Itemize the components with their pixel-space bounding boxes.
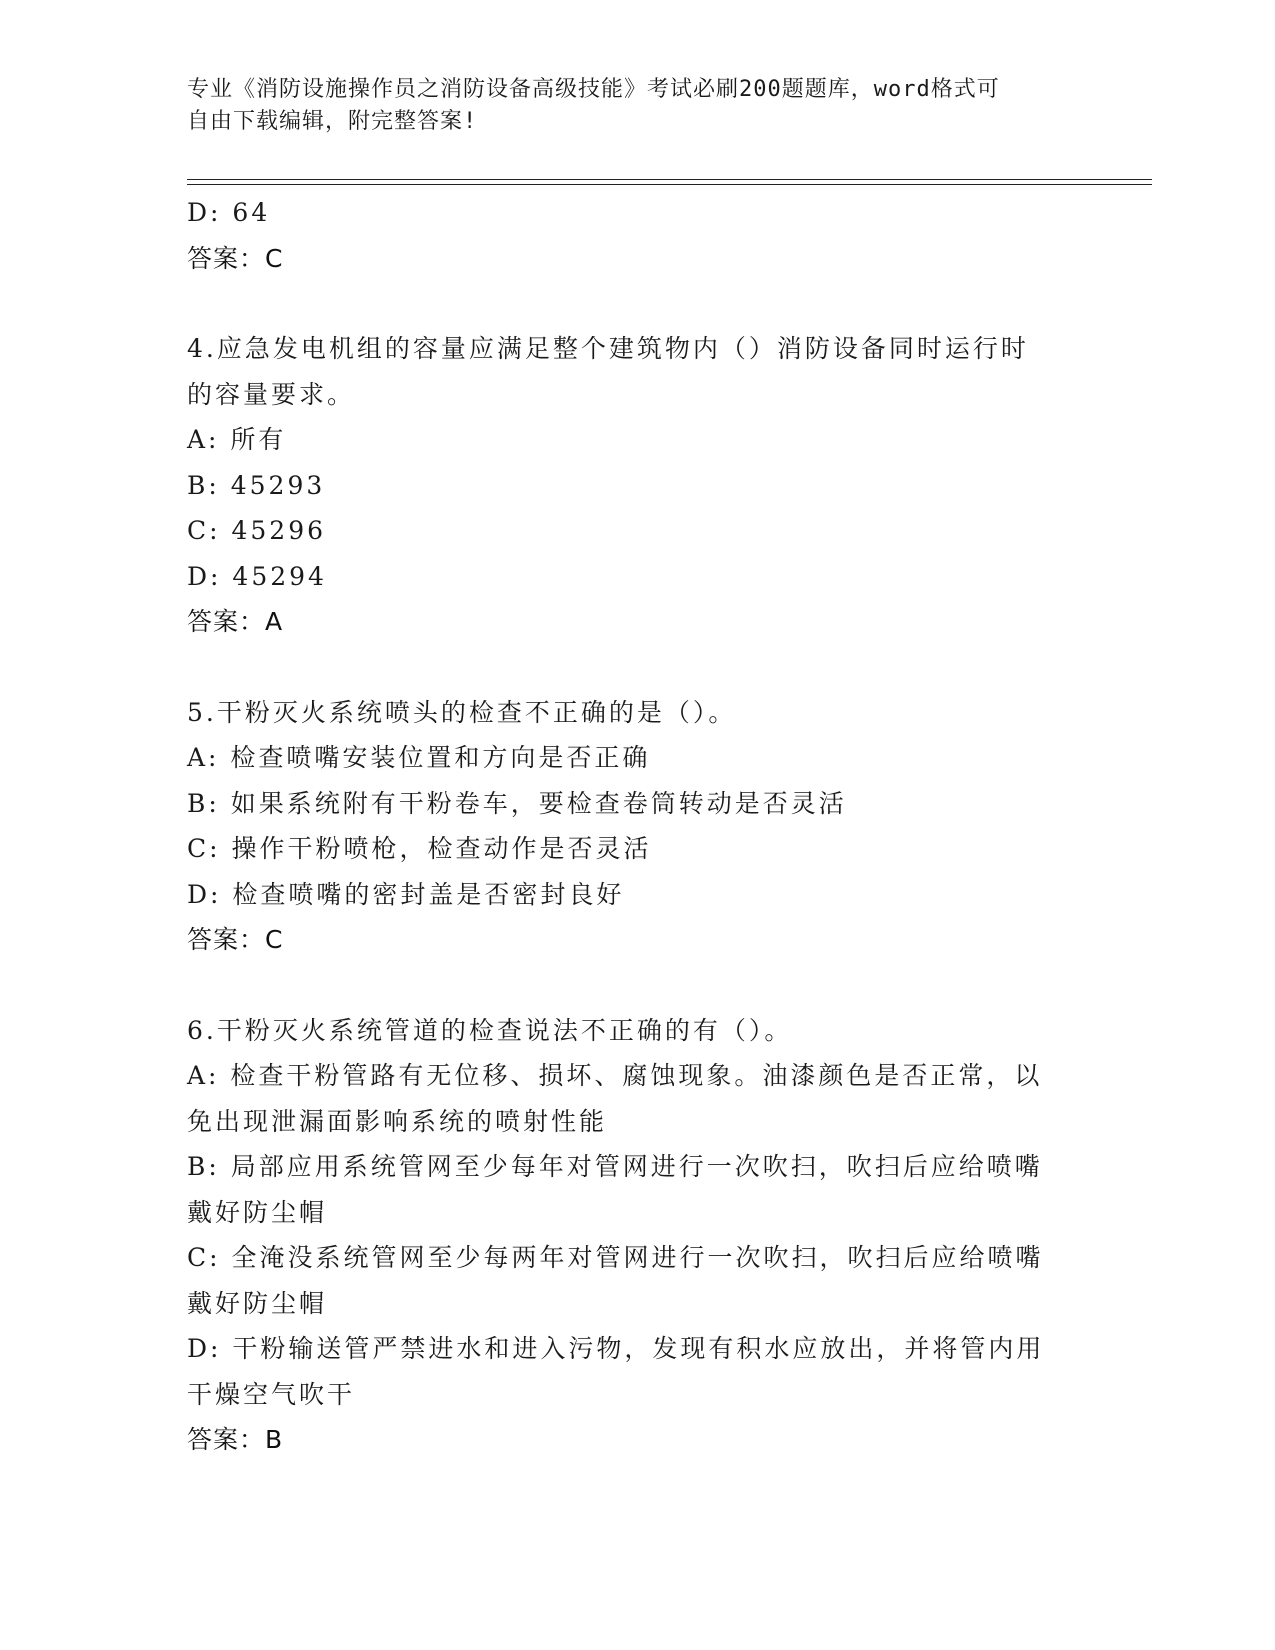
question-block-4 (187, 326, 1087, 645)
option-d-continued: 干燥空气吹干 (187, 1379, 356, 1409)
option-c: C: 全淹没系统管网至少每两年对管网进行一次吹扫，吹扫后应给喷嘴 (187, 1243, 1044, 1272)
option-b-continued: 戴好防尘帽 (187, 1197, 328, 1227)
option-d: D: 64 (187, 198, 271, 227)
option-d: D: 干粉输送管严禁进水和进入污物，发现有积水应放出，并将管内用 (187, 1334, 1045, 1363)
option-c-continued: 戴好防尘帽 (187, 1288, 328, 1318)
option-b: B: 如果系统附有干粉卷车，要检查卷筒转动是否灵活 (187, 788, 847, 818)
question-stem: 6.干粉灭火系统管道的检查说法不正确的有（）。 (187, 1015, 793, 1045)
answer-line: 答案：C (187, 925, 284, 954)
question-block-6 (187, 1008, 1087, 1463)
document-header (187, 74, 1067, 138)
option-c: C: 操作干粉喷枪，检查动作是否灵活 (187, 834, 652, 863)
option-b: B: 局部应用系统管网至少每年对管网进行一次吹扫，吹扫后应给喷嘴 (187, 1152, 1043, 1181)
spacer (187, 645, 1087, 690)
header-divider-top (187, 179, 1152, 180)
answer-line: 答案：B (187, 1425, 284, 1454)
option-c: C: 45296 (187, 516, 327, 545)
header-title-line-1: 专业《消防设施操作员之消防设备高级技能》考试必刷200题题库，word格式可 (187, 77, 1000, 102)
option-d: D: 检查喷嘴的密封盖是否密封良好 (187, 879, 625, 909)
question-stem: 5.干粉灭火系统喷头的检查不正确的是（）。 (187, 697, 737, 727)
question-block-5 (187, 690, 1087, 963)
answer-line: 答案：C (187, 243, 284, 273)
answer-line: 答案：A (187, 607, 284, 636)
spacer (187, 963, 1087, 1008)
option-d: D: 45294 (187, 561, 327, 591)
question-block-previous (187, 190, 1087, 281)
option-a-continued: 免出现泄漏面影响系统的喷射性能 (187, 1106, 608, 1136)
question-list (187, 190, 1087, 1463)
header-divider-bottom (187, 184, 1152, 185)
spacer (187, 281, 1087, 326)
header-title-line-2: 自由下载编辑，附完整答案! (187, 109, 478, 134)
question-stem: 4.应急发电机组的容量应满足整个建筑物内（）消防设备同时运行时 (187, 334, 1029, 363)
option-b: B: 45293 (187, 470, 326, 500)
option-a: A: 检查喷嘴安装位置和方向是否正确 (187, 743, 651, 772)
option-a: A: 检查干粉管路有无位移、损坏、腐蚀现象。油漆颜色是否正常，以 (187, 1061, 1043, 1090)
question-stem-continued: 的容量要求。 (187, 379, 356, 409)
option-a: A: 所有 (187, 425, 287, 454)
